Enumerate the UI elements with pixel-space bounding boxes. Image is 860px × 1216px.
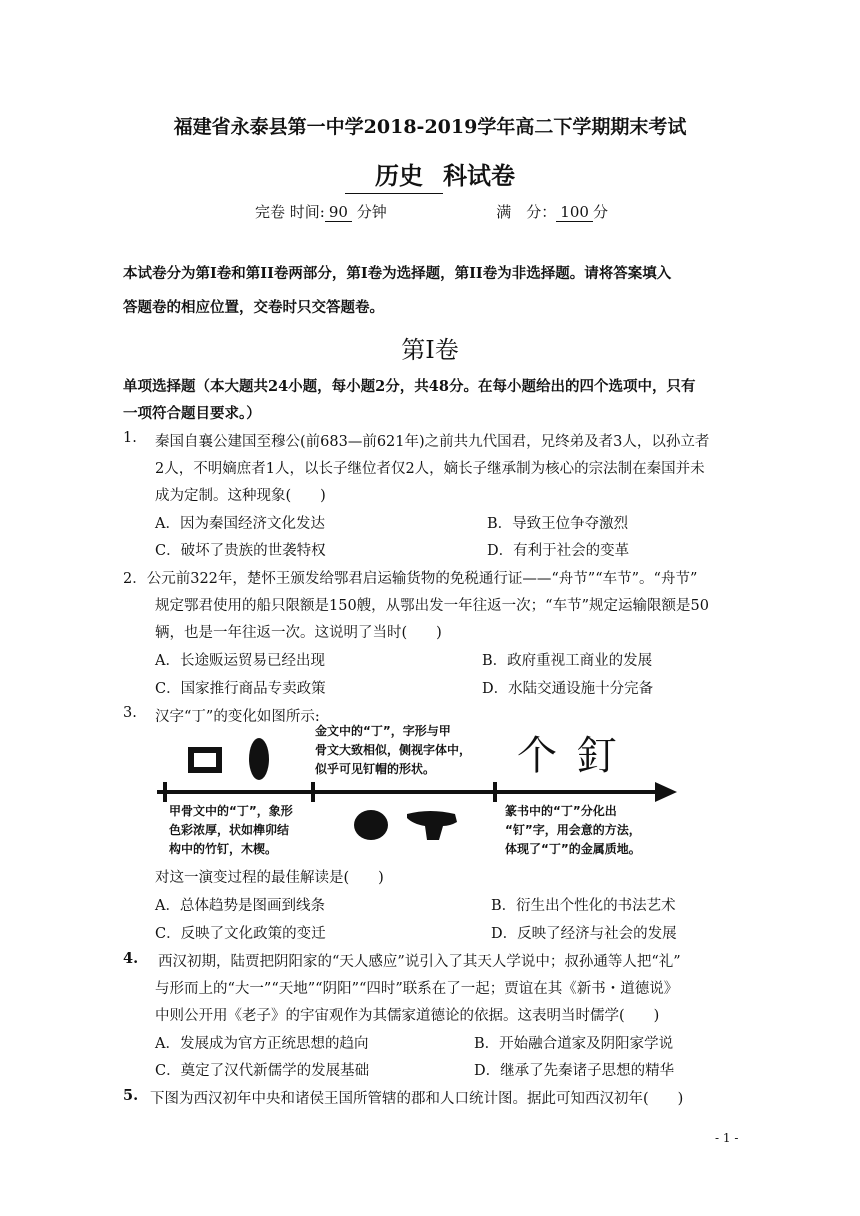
q2-option-c: C．国家推行商品专卖政策: [155, 681, 326, 697]
q4-line-3: 中则公开用《老子》的宇宙观作为其儒家道德论的依据。这表明当时儒学( ): [155, 1008, 660, 1024]
exam-title: 福建省永泰县第一中学2018-2019学年高二下学期期末考试: [173, 116, 687, 138]
subject-title: [0, 156, 860, 194]
page-number: - 1 -: [715, 1131, 739, 1145]
q4-option-a: A．发展成为官方正统思想的趋向: [155, 1036, 369, 1052]
notice-line-2: 答题卷的相应位置，交卷时只交答题卷。: [123, 299, 384, 316]
oracle-oval-glyph: [249, 738, 269, 780]
q4-option-c: C．奠定了汉代新儒学的发展基础: [155, 1063, 370, 1079]
q1-option-d: D．有利于社会的变革: [487, 543, 630, 559]
q3-line-2: 对这一演变过程的最佳解读是( ): [155, 870, 384, 886]
time-unit: 分钟: [356, 203, 387, 221]
q4-option-d: D．继承了先秦诸子思想的精华: [474, 1063, 675, 1079]
oracle-square-glyph: [191, 750, 219, 770]
q2-line-2: 规定鄂君使用的船只限额是150艘，从鄂出发一年往返一次；“车节”规定运输限额是50: [155, 598, 709, 614]
q2-option-b: B．政府重视工商业的发展: [482, 653, 653, 669]
exam-meta: [255, 201, 608, 222]
q5-number: 5.: [123, 1087, 139, 1104]
q1-line-1: 秦国自襄公建国至穆公(前683—前621年)之前共九代国君，兄终弟及者3人，以孙立者: [155, 434, 710, 450]
q3-option-b: B．衍生出个性化的书法艺术: [491, 898, 676, 914]
timeline-arrowhead: [655, 782, 677, 802]
notice-line-1: 本试卷分为第Ⅰ卷和第II卷两部分，第Ⅰ卷为选择题，第II卷为非选择题。请将答案填入: [123, 265, 672, 282]
q3-option-c: C．反映了文化政策的变迁: [155, 926, 326, 942]
q1-line-3: 成为定制。这种现象( ): [155, 488, 326, 504]
time-value: 90: [325, 203, 352, 222]
part-title: 第Ⅰ卷: [401, 336, 459, 364]
score-label: 满 分：: [496, 203, 557, 221]
zhuan-glyph-2: 釘: [577, 733, 617, 779]
q1-option-b: B．导致王位争夺激烈: [487, 516, 629, 532]
character-evolution-figure: [155, 722, 685, 857]
time-label: 完卷 时间:: [255, 203, 325, 221]
score-unit: 分: [592, 203, 608, 221]
bronze-round-glyph: [354, 810, 388, 840]
subject-suffix: 科试卷: [443, 161, 515, 190]
section-instructions-2: 一项符合题目要求。）: [123, 405, 261, 422]
q4-option-b: B．开始融合道家及阴阳家学说: [474, 1036, 674, 1052]
q2-line-1: 2．公元前322年，楚怀王颁发给鄂君启运输货物的免税通行证——“舟节”“车节”。“舟节”: [123, 571, 698, 587]
q2-option-a: A．长途贩运贸易已经出现: [155, 653, 325, 669]
bronze-nail-glyph: [407, 811, 457, 840]
q2-option-d: D．水陆交通设施十分完备: [482, 681, 654, 697]
note-zhuan: 篆书中的“丁”分化出 “钉”字，用会意的方法， 体现了“丁”的金属质地。: [505, 804, 641, 856]
q1-number: 1.: [123, 430, 137, 446]
q4-line-2: 与形而上的“大一”“天地”“阴阳”“四时”联系在了一起；贾谊在其《新书・道德说》: [155, 981, 679, 997]
q5-line-1: 下图为西汉初年中央和诸侯王国所管辖的郡和人口统计图。据此可知西汉初年( ): [150, 1091, 684, 1107]
note-jinwen: 金文中的“丁”，字形与甲 骨文大致相似，侧视字体中， 似乎可见钉帽的形状。: [315, 724, 472, 776]
q1-option-c: C．破坏了贵族的世袭特权: [155, 543, 326, 559]
q1-line-2: 2人，不明嫡庶者1人，以长子继位者仅2人，嫡长子继承制为核心的宗法制在秦国并未: [155, 461, 705, 477]
q3-number: 3.: [123, 705, 137, 721]
q1-option-a: A．因为秦国经济文化发达: [155, 516, 325, 532]
note-jiagu: 甲骨文中的“丁”，象形 色彩浓厚，状如榫卯结 构中的竹钉，木楔。: [169, 804, 293, 856]
subject-name: 历史: [345, 156, 443, 194]
q2-line-3: 辆，也是一年往返一次。这说明了当时( ): [155, 625, 442, 641]
zhuan-glyph-1: 个: [517, 733, 557, 779]
q3-option-d: D．反映了经济与社会的发展: [491, 926, 677, 942]
q3-option-a: A．总体趋势是图画到线条: [155, 898, 325, 914]
score-value: 100: [556, 203, 593, 222]
q4-number: 4.: [123, 950, 139, 967]
q4-line-1: 西汉初期，陆贾把阴阳家的“天人感应”说引入了其天人学说中；叔孙通等人把“礼”: [158, 954, 681, 970]
q3-line-1: 汉字“丁”的变化如图所示:: [155, 709, 320, 725]
section-instructions-1: 单项选择题（本大题共24小题，每小题2分，共48分。在每小题给出的四个选项中，只有: [123, 378, 696, 395]
